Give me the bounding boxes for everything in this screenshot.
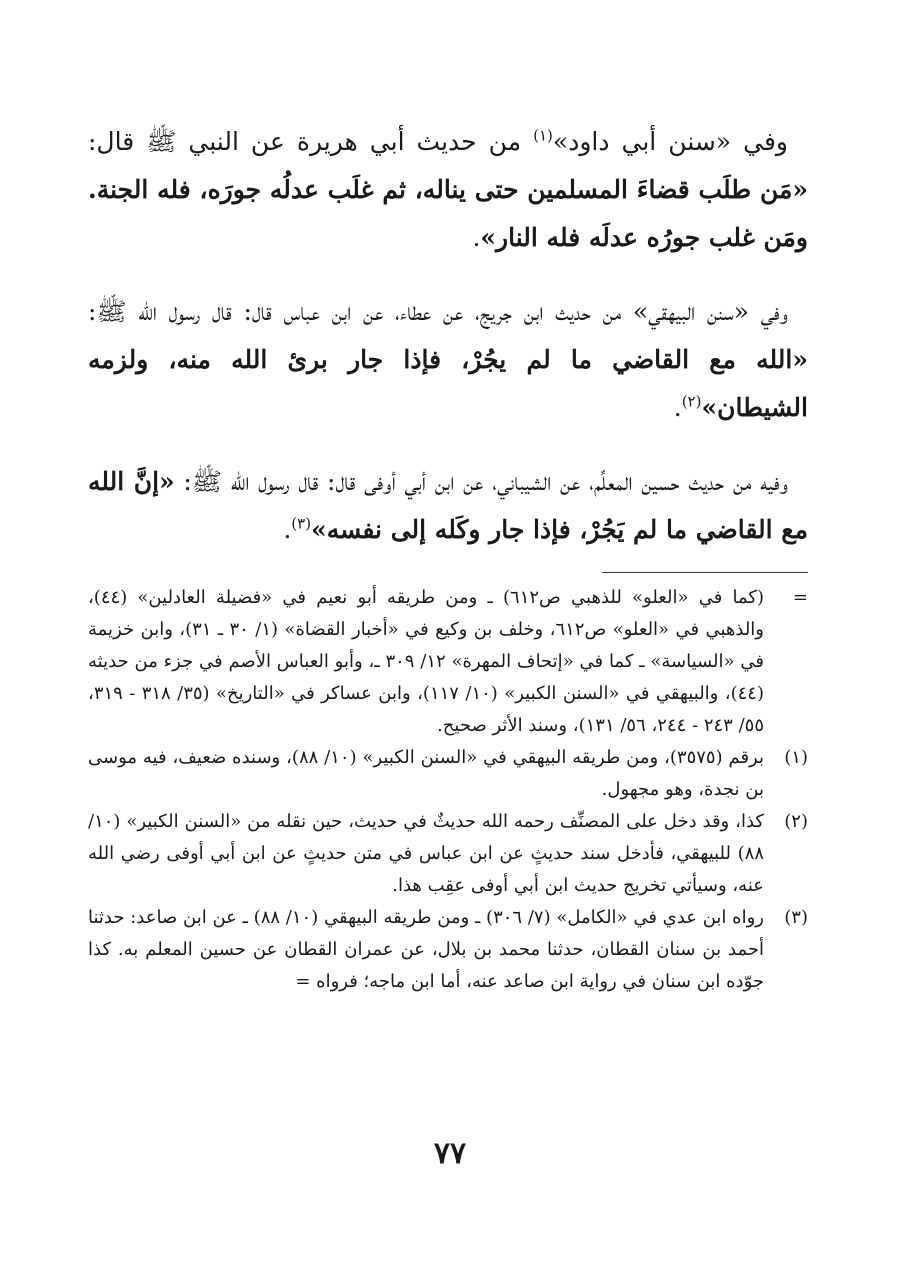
footnote-marker: (٢) xyxy=(784,811,808,832)
footnote-marker: (١) xyxy=(784,747,808,768)
page-number: ٧٧ xyxy=(433,1136,467,1171)
footnote-separator xyxy=(602,572,808,573)
paragraph-bayhaqi xyxy=(88,288,808,432)
footnote-3 xyxy=(88,902,808,998)
footnote-ref-3[interactable]: (٣) xyxy=(291,514,312,533)
footnote-ref-2[interactable]: (٢) xyxy=(681,392,702,411)
footnote-1 xyxy=(88,742,808,806)
footnote-ref-1[interactable]: (١) xyxy=(533,126,553,145)
hadith-quote: «إنَّ الله مع القاضي ما لم يَجُرْ، فإذا جار وكَله إلى نفسه» xyxy=(88,467,808,544)
paragraph-abu-dawud xyxy=(88,118,808,262)
main-text xyxy=(88,118,808,580)
hadith-quote: «الله مع القاضي ما لم يجُرْ، فإذا جار برئ الله منه، ولزمه الشيطان» xyxy=(88,345,808,422)
footnote-continuation xyxy=(88,582,808,742)
paragraph-text: من حديث أبي هريرة عن النبي ﷺ قال: xyxy=(88,127,534,156)
footnote-text: (كما في «العلو» للذهبي ص٦١٢) ـ ومن طريقه أبو نعيم في «فضيلة العادلين» (٤٤)، والذهبي في «العلو» ص٦١٢، وخلف بن وكيع في «أخبار القضاة» (١/ ٣٠ ـ ٣١)، وابن خزيمة في «السياسة» ـ كما في «إتحاف المهرة» ١٢/ ٣٠٩ ـ، وأبو العباس الأصم في جزء من حديثه (٤٤)، والبيهقي في «السنن الكبير» (١٠/ ١١٧)، وابن عساكر في «التاريخ» (٣٥/ ٣١٨ - ٣١٩، ٥٥/ ٢٤٣ - ٢٤٤، ٥٦/ ١٣١)، وسند الأثر صحيح. xyxy=(88,587,765,736)
paragraph-text: . xyxy=(673,393,682,422)
paragraph-text: . xyxy=(472,223,481,252)
footnote-2 xyxy=(88,806,808,902)
footnote-text: برقم (٣٥٧٥)، ومن طريقه البيهقي في «السنن الكبير» (١٠/ ٨٨)، وسنده ضعيف، فيه موسى بن نجدة، وهو مجهول. xyxy=(88,747,764,800)
footnote-marker: (٣) xyxy=(784,907,808,928)
paragraph-text: وفي «سنن البيهقي» من حديث ابن جريج، عن عطاء، عن ابن عباس قال: قال رسول الله ﷺ: xyxy=(88,297,788,326)
hadith-quote: «مَن طلَب قضاءَ المسلمين حتى يناله، ثم غلَب عدلُه جورَه، فله الجنة. ومَن غلب جورُه عدلَه فله النار» xyxy=(88,175,808,252)
paragraph-text: وفي «سنن أبي داود» xyxy=(552,127,788,156)
paragraph-husayn xyxy=(88,458,808,554)
paragraph-text: . xyxy=(283,515,292,544)
paragraph-text: وفيه من حديث حسين المعلِّم، عن الشيباني، عن ابن أبي أوفى قال: قال رسول الله ﷺ: xyxy=(174,467,788,496)
footnote-text: رواه ابن عدي في «الكامل» (٧/ ٣٠٦) ـ ومن طريقه البيهقي (١٠/ ٨٨) ـ عن ابن صاعد: حدثنا أحمد بن سنان القطان، حدثنا محمد بن بلال، عن عمران القطان عن حسين المعلم به. كذا جوّده ابن سنان في رواية ابن صاعد عنه، أما ابن ماجه؛ فرواه = xyxy=(88,907,764,992)
footnote-text: كذا، وقد دخل على المصنِّف رحمه الله حديثٌ في حديث، حين نقله من «السنن الكبير» (١٠/ ٨٨) للبيهقي، فأدخل سند حديثٍ عن ابن عباس في متن حديثٍ عن ابن أبي أوفى رضي الله عنه، وسيأتي تخريج حديث ابن أبي أوفى عقِب هذا. xyxy=(88,811,764,896)
footnotes xyxy=(88,582,808,998)
footnote-marker: = xyxy=(792,587,808,608)
